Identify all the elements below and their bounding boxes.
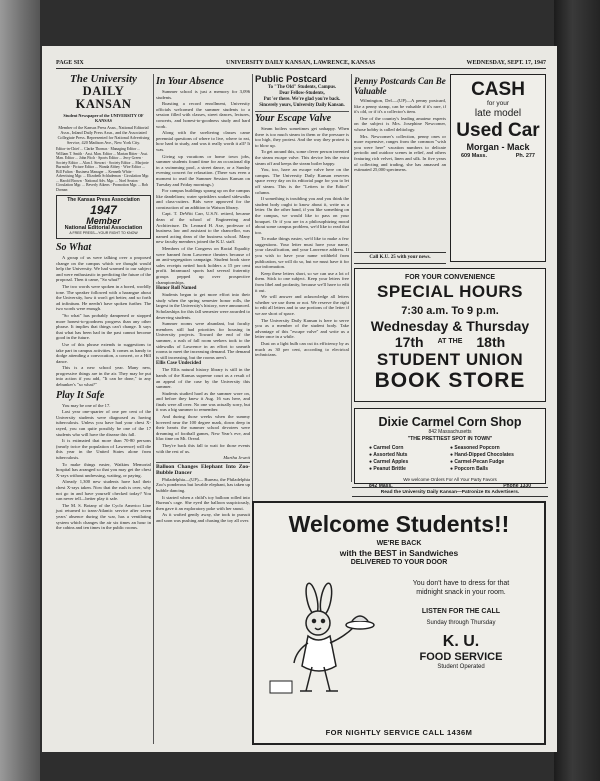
rabbit-icon — [294, 582, 374, 691]
paragraph: Giving up vacations or home town jobs, summer students found time for an occasional dip in a swimming pool, a street dance, or a Sunday evening concert for relaxation. (There was even a moment to read the Summer Session Kansan on Tuesday and Friday mornings.) — [156, 153, 250, 187]
column-1 — [56, 74, 151, 744]
corn-item-label: Peanut Brittle — [373, 466, 406, 472]
paragraph: Students began to get more effort into their study when the spring semester honor rolls, the largest in the University's history, were announced. Scholarships for this fall semester were awarded to deserving students. — [156, 292, 250, 320]
cash-used-car: Used Car — [456, 120, 540, 141]
paragraph: One of the country's leading amateur experts on the subject is Mrs. Josephine Newcomer, whose hobby is called deltiology. — [354, 115, 446, 132]
food-listen: LISTEN FOR THE CALL — [421, 608, 501, 615]
bookstore-student-union: STUDENT UNION — [376, 350, 524, 369]
postcard-line: Dear Fellow-Students, — [279, 91, 325, 96]
rabbit-waiter-illustration — [268, 581, 388, 701]
food-student-operated: Student Operated — [437, 664, 485, 670]
play-safe-headline: Play It Safe — [56, 389, 105, 401]
press-motto: A FREE PRESS—YOUR RIGHT TO KNOW — [69, 231, 138, 236]
cash-phone: Ph. 277 — [515, 153, 535, 159]
food-were-back: WE'RE BACK — [376, 540, 422, 547]
column-rule — [351, 74, 352, 482]
food-days: Sunday through Thursday — [426, 620, 496, 626]
paragraph: Keep these letters short, so we can use a lot of them. Stick to one subject. Keep your letters free from libel and profanity, because we'll have to edit it out. — [255, 270, 349, 293]
corn-shop-address: 842 Massachusetts — [428, 429, 472, 435]
paragraph: For campus buildings sprang up on the campus like dandelions; water sprinklers soaked sidewalks and class-cutters. Bids were approved for the construction of an addition to Watson library. — [156, 188, 250, 210]
paragraph: Summer rooms were abundant, but faculty members still had priorities for housing in University projects. Toward the end of the summer, a rush of fall room seekers took to the sidewalks of Lawrence in an effort to unearth rooms to meet the increasing demand. The demand is still increasing, but the rooms aren't. — [156, 321, 250, 360]
press-year: 1947 — [90, 202, 117, 217]
escape-valve-body — [255, 126, 349, 358]
paragraph: The Ellis natural history library is still in the hands of the Kansas supreme court as a result of an appeal of the case by the University this summer. — [156, 367, 250, 390]
corn-item-label: Assorted Nuts — [373, 452, 408, 458]
corn-item-label: Hand-Dipped Chocolates — [454, 452, 514, 458]
corn-welcome: We welcome Orders For All Your Party Favors — [403, 477, 497, 482]
paragraph: The two words were spoken in a bored, worldly tone. The speaker followed with a harangue about the University, how it won't get better, and so forth ad infinitum. He needn't have spoken further. The two words were enough. — [56, 283, 151, 312]
food-welcome-headline: Welcome Students!! — [288, 511, 510, 537]
column-rule — [153, 74, 154, 744]
tagline: Student Newspaper of the UNIVERSITY OF KANSAS — [63, 113, 144, 123]
cash-dealer-name: Morgan - Mack — [466, 142, 530, 152]
paragraph: To make things easier, we'd like to make a few suggestions. Your letter must have your name, your classification, and your Lawrence address. If you wish to have your name withheld from publication, we will do so, but we must have it for our information. — [255, 236, 349, 270]
bookstore-convenience: FOR YOUR CONVENIENCE — [404, 274, 496, 281]
corn-item: ● Carmel Corn — [369, 445, 404, 451]
corn-slogan: "THE PRETTIEST SPOT IN TOWN" — [407, 436, 493, 442]
corn-item: ● Hand-Dipped Chocolates — [450, 452, 514, 458]
bookstore-at-the: AT THE — [437, 338, 463, 345]
absence-headline: In Your Absence — [156, 76, 224, 87]
paragraph: "So what" has probably dampened or stopped more honest-to-goodness progress than any other phrase. It implies that things can't change. It says that what has been had in the past cannot become good in the future. — [56, 312, 151, 341]
press-top: The Kansas Press Association — [67, 197, 140, 203]
paragraph: Summer school is just a memory for 3,096 students. — [156, 89, 250, 100]
corn-item: ● Carmel Apples — [369, 459, 409, 465]
paragraph: You, too, have an escape valve here on the campus. The University Daily Kansan reserves space every day on its editorial page for you to let off steam. This is the "Letters to the Editor" column. — [255, 167, 349, 195]
paragraph: If something is troubling you and you think the student body ought to know about it, write us a letter. On the other hand, if you like something on the campus, we would like to pass on your bouquet. Or if you are in a philosophizing mood about some campus problem, we'd like to read that too. — [255, 196, 349, 235]
corn-item-label: Popcorn Balls — [454, 466, 489, 472]
food-nightly-call: FOR NIGHTLY SERVICE CALL 1436M — [325, 728, 473, 737]
bookstore-special-hours: SPECIAL HOURS — [377, 282, 523, 301]
paragraph: To get around this, some clever person invented the steam escape valve. This device lets the extra steam off and keeps the steam boiler happy. — [255, 149, 349, 166]
patronize-advertisers-line: Read the University Daily Kansan—Patronize Its Advertisers. — [352, 487, 548, 497]
corn-item-label: Carmel Corn — [373, 445, 404, 451]
balloon-headline: Balloon Changes Elephant Into Zoo-Bubble Dancer — [156, 463, 250, 477]
corn-item-list — [355, 443, 545, 475]
corn-address-2: 842 Mass. — [369, 483, 393, 489]
paragraph: Students studied hard as the summer wore on, and before they knew it Aug. 16 was here, and finals were all over. No one was actually sorry, but it was a big summer to remember. — [156, 390, 250, 413]
food-service-ad — [252, 501, 546, 745]
corn-item: ● Popcorn Balls — [450, 466, 489, 472]
paragraph: This is a new school year. Many new, progressive things are in the air. They may be put into action if you add, "It can be done," to any debunker's "so what?" — [56, 365, 151, 388]
food-delivered: DELIVERED TO YOUR DOOR — [350, 559, 448, 566]
postcard-body — [255, 85, 349, 109]
bookstore-days: Wednesday & Thursday — [370, 318, 530, 334]
paragraph: Mrs. Newcomer's collection, penny ones or more expensive, ranges from the common "wish you were here" vacation numbers to delicate periodic and outdoor scenes in relief, and others featuring rich velvet, linen and silk. In five years of collecting and trading, she has amassed an estimated 25,000 specimens. — [354, 133, 446, 173]
bookstore-dates — [355, 334, 545, 350]
postcard-line: To "The Old" Students, Campus. — [267, 85, 337, 90]
food-service-name: FOOD SERVICE — [419, 651, 503, 663]
penny-body — [354, 98, 446, 173]
paragraph: Wilmington, Del.—(UP)—A penny postcard, like a penny stamp, can be valuable if it's rare, if it's old, or if it's a collector's item. — [354, 98, 446, 115]
postcard-line: Put 'er there. We're glad you're back. — [263, 97, 341, 102]
paper-name: UNIVERSITY DAILY KANSAN, LAWRENCE, KANSAS — [226, 60, 376, 66]
paragraph: Last year one-quarter of one per cent of the University students were diagnosed as having tuberculosis. Unless you have had your chest X-rayed, you can quite possibly be one of the 17 students who will have the disease this fall. — [56, 409, 151, 437]
paragraph: And during those weeks when the summy hovered near the 100 degree mark, down deep in their hearts the summer school devotees were dreaming of football games, New Year's eve, and lilac time on Mt. Oread. — [156, 414, 250, 442]
cash-contact — [451, 153, 545, 159]
column-4 — [354, 74, 446, 250]
food-best-sandwiches: with the BEST in Sandwiches — [339, 548, 459, 558]
newspaper-page — [42, 46, 557, 752]
corn-item-label: Seasoned Popcorn — [454, 445, 500, 451]
carmel-corn-ad — [354, 408, 546, 489]
bookstore-time: 7:30 a.m. To 9 p.m. — [401, 305, 499, 317]
play-safe-body — [56, 403, 151, 531]
press-bottom: National Editorial Association — [64, 224, 143, 231]
paragraph: As it wafted gently away, she took to pursuit and soon was pushing and chasing the toy all over. — [156, 512, 250, 523]
corn-item: ● Carmel-Pecan Fudge — [450, 459, 505, 465]
news-tip-line: Call K.U. 25 with your news. — [354, 252, 446, 264]
corn-shop-name: Dixie Carmel Corn Shop — [378, 415, 522, 429]
subhead-ellis-case: Ellis Case Undecided — [156, 361, 202, 367]
sandwich-box-icon — [270, 681, 292, 693]
paragraph: Already 1,300 new students have had their chest X-rays taken. Now that the rush is over, why not go in and have yourself checked today? You can never tell—better play it safe. — [56, 479, 151, 502]
member-text: Member of the Kansas Press Assn., National Editorial Assn., Inland Daily Press Assn., and the Associated Collegiate Press. Represented for National Advertising Service, 420 Madison Ave., New York City. — [57, 125, 150, 145]
food-right-text — [400, 579, 522, 671]
escape-valve-headline: Your Escape Valve — [255, 111, 349, 124]
flag-line-1: The University — [70, 73, 137, 85]
paragraph: Dust on a light bulb can cut its efficiency by as much as 30 per cent, according to electrical technicians. — [255, 340, 349, 358]
postcard-headline: Public Postcard — [255, 74, 327, 85]
paragraph: Steam boilers sometimes get unhappy. When there is too much steam in them or the pressure is too high, they protest. And the way they protest is to blow up. — [255, 126, 349, 148]
bookstore-day-2: 18th — [476, 334, 506, 350]
paragraph: It started when a child's toy balloon rolled into Bureau's cage. She eyed the balloon suspiciously, then gave it an exploratory poke with her snout. — [156, 494, 250, 511]
paragraph: Capt. T. DeWitt Carr, U.S.N. retired, became dean of the school of Engineering and Architecture. Dr. Leonard H. Axe, professor of business law and assistant to the chancellor, was named acting dean of the business school. Many new faculty members joined the K.U. staff. — [156, 211, 250, 245]
corn-item: ● Peanut Brittle — [369, 466, 406, 472]
paragraph: Philadelphia—(UP)— Bureau, the Philadelphia Zoo's ponderous but lovable elephant, has taken up bubble dancing. — [156, 476, 250, 493]
page-number: PAGE SIX — [56, 60, 84, 66]
paragraph: Boasting a record enrollment, University officials welcomed the summer students to a session filled with classes, street dances, lectures, concerts, and honest-to-goodness study and hard work. — [156, 101, 250, 129]
flag-line-2: DAILY KANSAN — [75, 84, 132, 111]
paragraph: To make things easier, Watkins Memorial hospital has arranged so that you may get the chest X-rays without undressing, waiting, or paying. — [56, 461, 151, 478]
corn-phone: Phone 1330 — [503, 483, 531, 489]
masthead — [56, 59, 546, 69]
so-what-body — [56, 255, 151, 388]
byline: Martha Jewett — [223, 455, 250, 461]
used-car-ad — [450, 74, 546, 262]
corn-item-label: Carmel-Pecan Fudge — [454, 459, 505, 465]
cash-late-model: late model — [474, 108, 522, 119]
paragraph: Use of this phrase extends to suggestions to take part in campus activities. It comes as handy to dodge attending a convocation, a concert, or a Hill dance. — [56, 341, 151, 364]
corn-item-label: Carmel Apples — [373, 459, 409, 465]
paragraph: They're back this fall to wait for those events with the rest of us. — [156, 443, 250, 454]
absence-body — [156, 89, 250, 524]
issue-date: WEDNESDAY, SEPT. 17, 1947 — [466, 60, 546, 66]
food-midnight-snack: You don't have to dress for that midnight snack in your room. — [412, 580, 510, 596]
page-left-edge — [0, 0, 40, 781]
food-ku: K. U. — [442, 633, 480, 650]
press-member: Member — [86, 215, 121, 226]
cash-address: 609 Mass. — [461, 153, 487, 159]
paragraph: Along with the sweltering classes came perennial questions of where to live, where to eat, how hard to study, and was it really worth it all? It was. — [156, 130, 250, 152]
staff-list: Editor-in-Chief ... Clarke Thomas · Managing Editor ... William T. Smith · Asst. Man. Editor ... Marian Ritter · Asst. Man. Editor ... John Fitch · Sports Editor ... Jerry Green · Society Editor ... Alan J. Stewart · Society Editor ... Marjorie Burnside · Picture Editor ... Wanda Abbey · Wire Editor ... Bill Fulton · Business Manager ... Kenneth White · Advertising Mgr. ... Elizabeth Schlademan · Circulation Mgr. ... Harold Brown · National Adv. Mgr. ... Noel Seaton · Circulation Mgr. ... Beverly Aikens · Promotion Mgr. ... Bob Dornan — [56, 147, 150, 192]
column-2 — [156, 74, 250, 744]
penny-headline: Penny Postcards Can Be Valuable — [354, 76, 446, 96]
paragraph: The M. S. Botany of the Cyclo Americo Line just returned to trans-Atlantic service after seven years' absence during the war, has a ventilating system which changes the air six times an hour in the cabins and ten times in the public rooms. — [56, 502, 151, 531]
cash-for-your: for your — [486, 100, 510, 107]
postcard-line: Sincerely yours, University Daily Kansan. — [259, 103, 345, 108]
paragraph: You may be one of the 17. — [62, 402, 111, 408]
cash-text: CASH — [471, 79, 525, 100]
binding-gutter — [554, 0, 600, 781]
corn-item: ● Seasoned Popcorn — [450, 445, 500, 451]
column-3 — [255, 74, 349, 482]
paragraph: A group of us were talking over a proposed change on the campus which we thought would help the University. We had warmed to our subject and were enthusiastic in predicting the future of the proposal. Then it came, "So what?" — [56, 255, 151, 283]
subhead-honor-roll: Honor Roll Named — [156, 286, 197, 292]
bookstore-day-1: 17th — [394, 334, 424, 350]
bookstore-name: BOOK STORE — [374, 369, 526, 392]
paragraph: We will answer and acknowledge all letters whether we use them or not. We reserve the right to edit all letters and to use portions of the letter if we are short of space. — [255, 294, 349, 316]
paragraph: Members of the Congress on Racial Equality were banned from Lawrence theaters because of an anti-segregation campaign. Student book store sales receipts netted book holders a 15 per cent profit. Intramural sports had several fraternity groups pepped up over prospective championships. — [156, 246, 250, 285]
press-association-badge — [56, 195, 151, 239]
corn-item: ● Assorted Nuts — [369, 452, 408, 458]
bookstore-ad — [354, 268, 546, 402]
paragraph: The University Daily Kansan is here to serve you as a member of the student body. Take advantage of this "escape valve" and write us a letter once in a while. — [255, 317, 349, 340]
paragraph: It is estimated that more than 70-80 persons (nearly twice the population of Lawrence) will die this year in the United States alone from tuberculosis. — [56, 438, 151, 460]
so-what-headline: So What — [56, 242, 92, 253]
